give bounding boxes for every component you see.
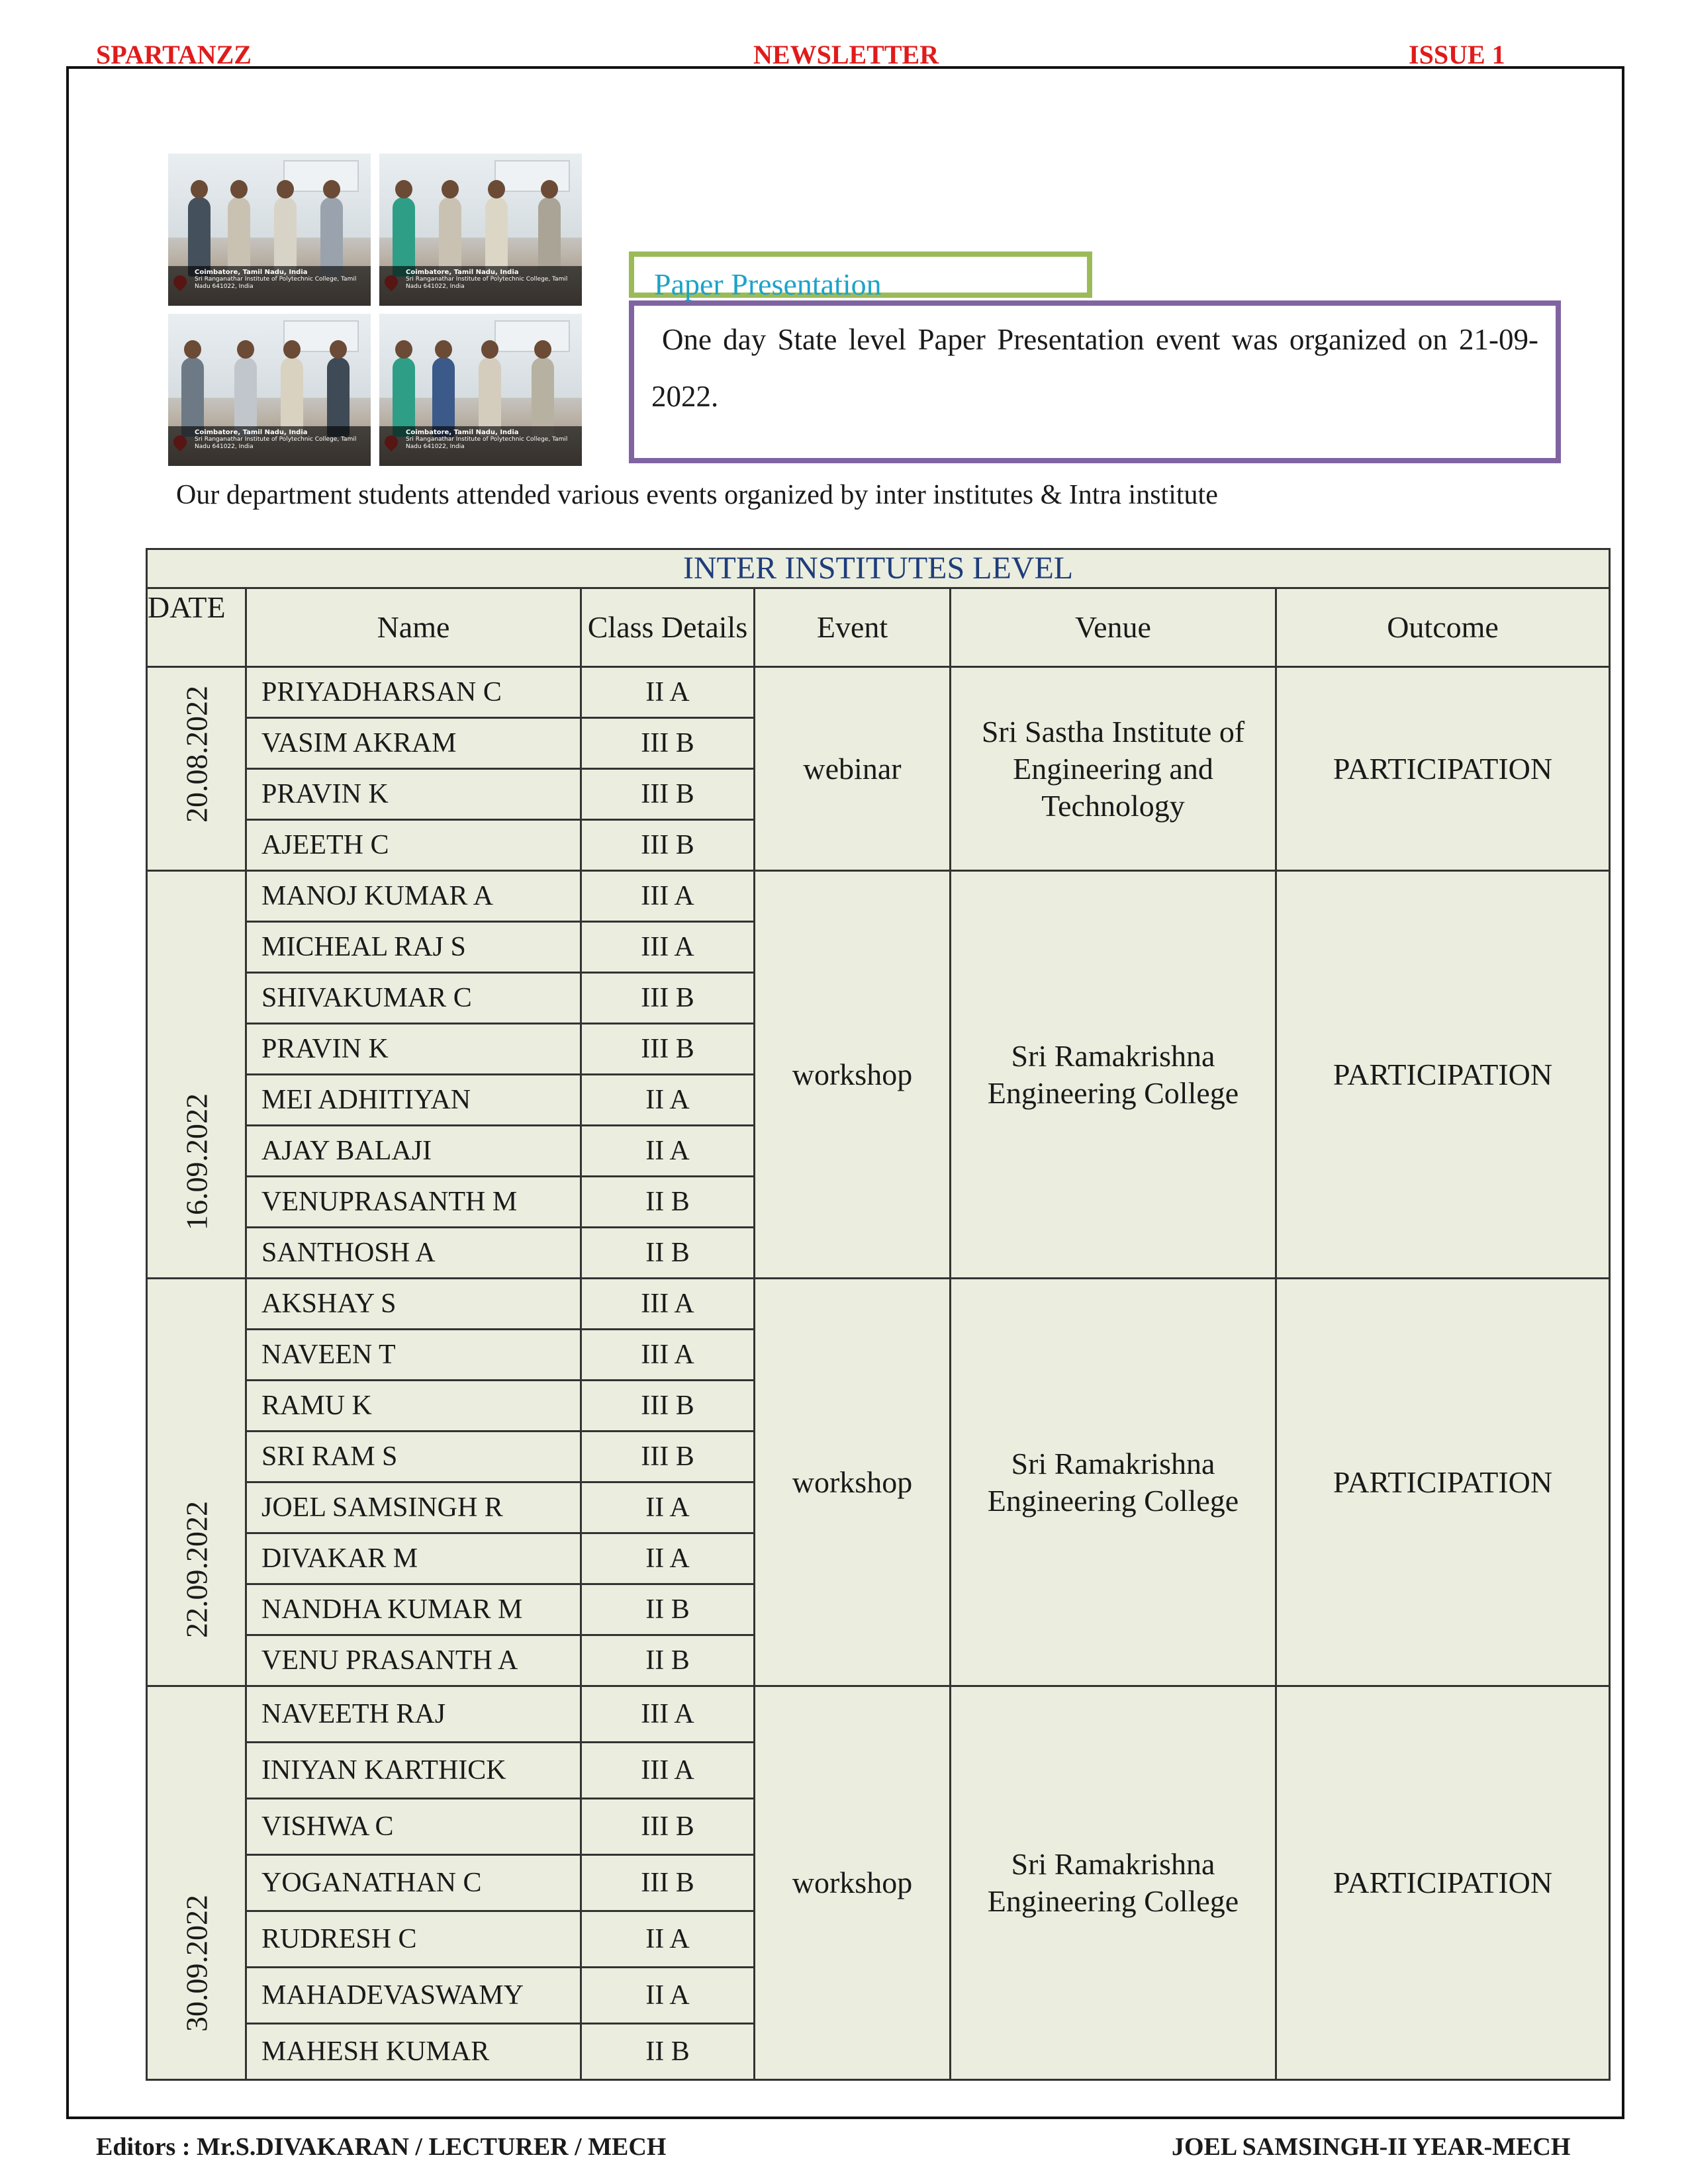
event-event: workshop	[755, 1686, 951, 2080]
student-name: VENUPRASANTH M	[246, 1177, 581, 1228]
header-class: Class Details	[581, 588, 755, 667]
photo-detail: Sri Ranganathar Institute of Polytechnic College, Tamil Nadu 641022, India	[406, 436, 568, 450]
header-right: ISSUE 1	[1409, 40, 1505, 69]
event-outcome: PARTICIPATION	[1276, 1279, 1610, 1686]
events-table-body	[147, 667, 1610, 2080]
class-details: III B	[581, 820, 755, 871]
class-details: II A	[581, 1911, 755, 1968]
event-date: 16.09.2022	[179, 1093, 213, 1230]
student-name: RAMU K	[246, 1381, 581, 1432]
intro-text: Our department students attended various events organized by inter institutes & Intra institute	[176, 480, 1218, 510]
photo-collage	[168, 154, 582, 466]
student-name: MANOJ KUMAR A	[246, 871, 581, 922]
student-name: MEI ADHITIYAN	[246, 1075, 581, 1126]
student-name: MAHESH KUMAR	[246, 2024, 581, 2080]
class-details: II B	[581, 1584, 755, 1635]
event-event: webinar	[755, 667, 951, 871]
student-name: AKSHAY S	[246, 1279, 581, 1330]
event-outcome: PARTICIPATION	[1276, 871, 1610, 1279]
footer-author: JOEL SAMSINGH-II YEAR-MECH	[1172, 2133, 1571, 2161]
table-row	[147, 871, 1610, 922]
student-name: PRAVIN K	[246, 769, 581, 820]
class-details: II A	[581, 1482, 755, 1533]
class-details: II B	[581, 1228, 755, 1279]
student-name: INIYAN KARTHICK	[246, 1743, 581, 1799]
class-details: III B	[581, 1855, 755, 1911]
class-details: III B	[581, 973, 755, 1024]
footer-editors: Editors : Mr.S.DIVAKARAN / LECTURER / MECH	[96, 2133, 667, 2161]
photo-caption: Coimbatore, Tamil Nadu, India	[195, 429, 308, 436]
event-venue: Sri Ramakrishna Engineering College	[951, 871, 1276, 1279]
student-name: PRIYADHARSAN C	[246, 667, 581, 718]
student-name: PRAVIN K	[246, 1024, 581, 1075]
photo-detail: Sri Ranganathar Institute of Polytechnic College, Tamil Nadu 641022, India	[195, 276, 357, 290]
student-name: AJEETH C	[246, 820, 581, 871]
photo-detail: Sri Ranganathar Institute of Polytechnic College, Tamil Nadu 641022, India	[406, 276, 568, 290]
student-name: VISHWA C	[246, 1799, 581, 1855]
header-name: Name	[246, 588, 581, 667]
student-name: NAVEEN T	[246, 1330, 581, 1381]
table-level-heading: INTER INSTITUTES LEVEL	[147, 549, 1610, 588]
student-name: DIVAKAR M	[246, 1533, 581, 1584]
date-cell	[147, 871, 246, 1279]
table-row	[147, 667, 1610, 718]
class-details: II B	[581, 2024, 755, 2080]
table-row	[147, 1686, 1610, 1743]
event-date: 22.09.2022	[179, 1501, 213, 1638]
student-name: SANTHOSH A	[246, 1228, 581, 1279]
event-date: 20.08.2022	[179, 686, 213, 823]
date-cell	[147, 667, 246, 871]
table-row	[147, 1279, 1610, 1330]
event-photo-3	[168, 314, 371, 466]
paper-presentation-title: Paper Presentation	[654, 267, 882, 301]
photo-detail: Sri Ranganathar Institute of Polytechnic College, Tamil Nadu 641022, India	[195, 436, 357, 450]
class-details: III A	[581, 922, 755, 973]
student-name: YOGANATHAN C	[246, 1855, 581, 1911]
photo-caption: Coimbatore, Tamil Nadu, India	[406, 269, 519, 276]
class-details: III A	[581, 1279, 755, 1330]
student-name: VENU PRASANTH A	[246, 1635, 581, 1686]
event-venue: Sri Ramakrishna Engineering College	[951, 1686, 1276, 2080]
photo-caption: Coimbatore, Tamil Nadu, India	[195, 269, 308, 276]
student-name: MAHADEVASWAMY	[246, 1968, 581, 2024]
class-details: II B	[581, 1635, 755, 1686]
class-details: III A	[581, 1330, 755, 1381]
student-name: JOEL SAMSINGH R	[246, 1482, 581, 1533]
class-details: III A	[581, 871, 755, 922]
date-cell	[147, 1686, 246, 2080]
photo-caption: Coimbatore, Tamil Nadu, India	[406, 429, 519, 436]
class-details: II A	[581, 1075, 755, 1126]
student-name: MICHEAL RAJ S	[246, 922, 581, 973]
event-outcome: PARTICIPATION	[1276, 667, 1610, 871]
header-outcome: Outcome	[1276, 588, 1610, 667]
class-details: II B	[581, 1177, 755, 1228]
class-details: III B	[581, 1381, 755, 1432]
event-photo-2	[379, 154, 582, 306]
header-date: DATE	[147, 588, 246, 667]
event-date: 30.09.2022	[179, 1895, 213, 2032]
date-cell	[147, 1279, 246, 1686]
class-details: III B	[581, 1432, 755, 1482]
class-details: II A	[581, 1968, 755, 2024]
student-name: SRI RAM S	[246, 1432, 581, 1482]
events-table	[146, 548, 1611, 2081]
student-name: NAVEETH RAJ	[246, 1686, 581, 1743]
student-name: RUDRESH C	[246, 1911, 581, 1968]
class-details: III B	[581, 718, 755, 769]
header-event: Event	[755, 588, 951, 667]
event-photo-1	[168, 154, 371, 306]
header-left: SPARTANZZ	[96, 40, 252, 69]
class-details: II A	[581, 667, 755, 718]
event-outcome: PARTICIPATION	[1276, 1686, 1610, 2080]
student-name: VASIM AKRAM	[246, 718, 581, 769]
class-details: III A	[581, 1686, 755, 1743]
student-name: NANDHA KUMAR M	[246, 1584, 581, 1635]
event-venue: Sri Ramakrishna Engineering College	[951, 1279, 1276, 1686]
student-name: AJAY BALAJI	[246, 1126, 581, 1177]
header-venue: Venue	[951, 588, 1276, 667]
event-venue: Sri Sastha Institute of Engineering and Technology	[951, 667, 1276, 871]
class-details: III A	[581, 1743, 755, 1799]
class-details: II A	[581, 1533, 755, 1584]
event-photo-4	[379, 314, 582, 466]
class-details: II A	[581, 1126, 755, 1177]
paper-presentation-body: One day State level Paper Presentation event was organized on 21-09-2022.	[651, 323, 1538, 413]
class-details: III B	[581, 769, 755, 820]
student-name: SHIVAKUMAR C	[246, 973, 581, 1024]
class-details: III B	[581, 1024, 755, 1075]
header-center: NEWSLETTER	[753, 40, 939, 69]
event-event: workshop	[755, 1279, 951, 1686]
class-details: III B	[581, 1799, 755, 1855]
event-event: workshop	[755, 871, 951, 1279]
